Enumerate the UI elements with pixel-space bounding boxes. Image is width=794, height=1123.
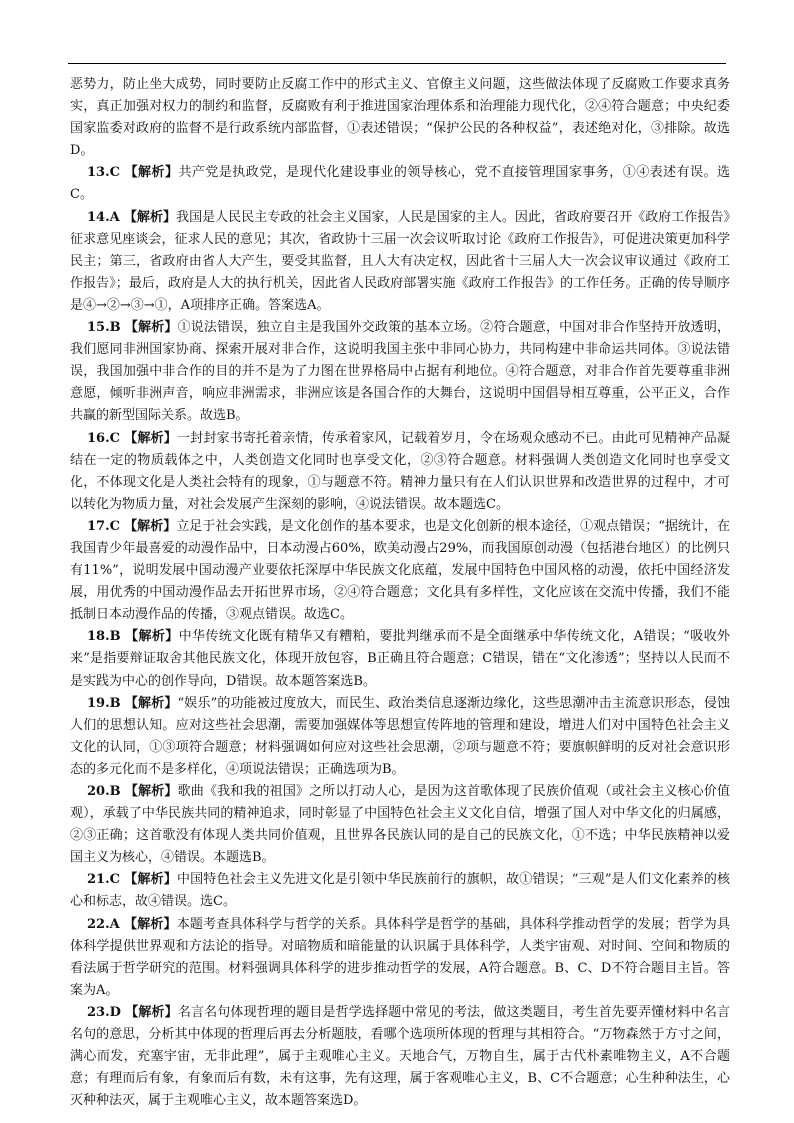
item-number: 18. xyxy=(87,629,110,645)
item-answer: B xyxy=(109,784,121,799)
item-answer: C xyxy=(109,165,120,181)
item-text: 名言名句体现哲理的题目是哲学选择题中常见的考法，做这类题目，考生首先要弄懂材料中名言名句的意思，分析其中体现的哲理后再去分析题肢，看哪个选项所体现的哲理与其相符合。“万物森然于方寸之间，满心而发，充塞宇宙，无非此理”，属于主观唯心主义。天地合气，万物自生，属于古代朴素唯物主义，A不合题意；有理而后有象，有象而后有数，未有这事，先有这理，属于客观唯心主义，B、C不合题意；心生种种法生，心灭种种法灭，属于主观唯心主义，故本题答案选D。 xyxy=(70,1004,730,1109)
item-answer: C xyxy=(109,430,120,446)
item-text: 本题考查具体科学与哲学的关系。具体科学是哲学的基础，具体科学推动哲学的发展；哲学为具体科学提供世界观和方法论的指导。对暗物质和暗能量的认识属于具体科学，人类宇宙观、对时间、空间和物质的看法属于哲学研究的范围。材料强调具体科学的进步推动哲学的发展，A符合题意。B、C、D不符合题目主旨。答案为A。 xyxy=(70,916,730,998)
item-text: “娱乐”的功能被过度放大，而民生、政治类信息逐渐边缘化，这些思潮冲击主流意识形态，侵蚀人们的思想认知。应对这些社会思潮，需要加强媒体等思想宣传阵地的管理和建设，增进人们对中国特色社会主义文化的认同，①③项符合题意；材料强调如何应对这些社会思潮，②项与题意不符；要旗帜鲜明的反对社会意识形态的多元化而不是多样化，④项说法错误；正确选项为B。 xyxy=(70,695,730,777)
item-19 xyxy=(70,693,730,781)
analysis-tag: 【解析】 xyxy=(124,430,177,446)
analysis-tag: 【解析】 xyxy=(125,1004,178,1020)
item-23 xyxy=(70,1002,730,1112)
item-number: 19. xyxy=(87,695,110,711)
item-20 xyxy=(70,781,730,869)
header-rule xyxy=(68,63,726,64)
item-18 xyxy=(70,626,730,692)
item-answer: C xyxy=(109,872,120,888)
analysis-tag: 【解析】 xyxy=(125,629,179,645)
item-number: 21. xyxy=(87,872,110,888)
item-number: 17. xyxy=(87,518,110,534)
item-22 xyxy=(70,914,730,1002)
item-number: 15. xyxy=(87,320,110,336)
analysis-tag: 【解析】 xyxy=(124,518,177,534)
item-text: ①说法错误，独立自主是我国外交政策的基本立场。②符合题意，中国对非合作坚持开放透明，我们愿同非洲国家协商、探索开展对非合作，这说明我国主张中非同心协力，共同构建中非命运共同体。③说法错误，我国加强中非合作的目的并不是为了力图在世界格局中占据有利地位。④符合题意，对非合作首先要尊重非洲意愿，倾听非洲声音，响应非洲需求，非洲应该是各国合作的大舞台，这说明中国倡导相互尊重，公平正义，合作共赢的新型国际关系。故选B。 xyxy=(70,320,730,424)
item-text: 我国是人民民主专政的社会主义国家，人民是国家的主人。因此，省政府要召开《政府工作报告》征求意见座谈会，征求人民的意见；其次，省政协十三届一次会议听取讨论《政府工作报告》，可促进决策更加科学民主；第三，省政府由省人大产生，要受其监督，且人大有决定权，因此省十三届人大一次会议审议通过《政府工作报告》；最后，政府是人大的执行机关，因此省人民政府部署实施《政府工作报告》的工作任务。正确的传导顺序是④→②→③→①，A项排序正确。答案选A。 xyxy=(70,209,730,313)
item-answer: B xyxy=(109,320,121,336)
item-number: 14. xyxy=(87,209,110,225)
item-number: 23. xyxy=(87,1004,110,1020)
analysis-tag: 【解析】 xyxy=(124,872,177,888)
item-answer: B xyxy=(109,695,121,711)
item-answer: A xyxy=(109,209,120,225)
item-text: 共产党是执政党，是现代化建设事业的领导核心，党不直接管理国家事务，①④表述有误。选C。 xyxy=(70,165,730,203)
item-text: 歌曲《我和我的祖国》之所以打动人心，是因为这首歌体现了民族价值观（或社会主义核心价值观），承载了中华民族共同的精神追求，同时彰显了中国特色社会主义文化自信，增强了国人对中华文化的归属感，②③正确；这首歌没有体现人类共同价值观，且世界各民族认同的是自己的民族文化，①不选；中华民族精神以爱国主义为核心，④错误。本题选B。 xyxy=(70,784,730,866)
analysis-tag: 【解析】 xyxy=(124,784,178,799)
analysis-tag: 【解析】 xyxy=(123,209,177,225)
item-number: 16. xyxy=(87,430,110,446)
analysis-tag: 【解析】 xyxy=(124,320,178,336)
intro-paragraph: 恶势力，防止坐大成势，同时要防止反腐工作中的形式主义、官僚主义问题，这些做法体现了反腐败工作要求真务实，真正加强对权力的制约和监督，反腐败有利于推进国家治理体系和治理能力现代化，②④符合题意；中央纪委国家监委对政府的监督不是行政系统内部监督，①表述错误；“保护公民的各种权益”，表述绝对化，③排除。故选D。 xyxy=(70,77,730,159)
answer-explanations xyxy=(70,74,730,1112)
item-text: 中华传统文化既有精华又有糟粕，要批判继承而不是全面继承中华传统文化，A错误；“吸收外来”是指要辩证取舍其他民族文化，体现开放包容，B正确且符合题意；C错误，错在“文化渗透”；坚持以人民而不是实践为中心的创作导向，D错误。故本题答案选B。 xyxy=(70,629,730,689)
item-text: 一封封家书寄托着亲情，传承着家风，记载着岁月，令在场观众感动不已。由此可见精神产品凝结在一定的物质载体之中，人类创造文化同时也享受文化，②③符合题意。材料强调人类创造文化同时也享受文化，不体现文化是人类社会特有的现象，①与题意不符。精神力量只有在人们认识世界和改造世界的过程中，才可以转化为物质力量，对社会发展产生深刻的影响，④说法错误。故本题选C。 xyxy=(70,430,730,512)
item-21 xyxy=(70,869,730,913)
item-number: 20. xyxy=(87,784,110,799)
item-text: 中国特色社会主义先进文化是引领中华民族前行的旗帜，故①错误；“三观”是人们文化素养的核心和标志，故④错误。选C。 xyxy=(70,872,730,910)
item-text: 立足于社会实践，是文化创作的基本要求，也是文化创新的根本途径，①观点错误；“据统计，在我国青少年最喜爱的动漫作品中，日本动漫占60%，欧美动漫占29%，而我国原创动漫（包括港台地区）的比例只有11%”，说明发展中国动漫产业要依托深厚中华民族文化底蕴，发展中国特色中国风格的动漫，依托中国经济发展，用优秀的中国动漫作品去开拓世界市场，②④符合题意；文化具有多样性，文化应该在交流中传播，我们不能抵制日本动漫作品的传播，③观点错误。故选C。 xyxy=(70,518,730,623)
analysis-tag: 【解析】 xyxy=(124,695,178,711)
item-answer: A xyxy=(109,916,120,932)
analysis-tag: 【解析】 xyxy=(124,916,177,932)
item-14 xyxy=(70,207,730,317)
item-number: 13. xyxy=(87,165,110,181)
item-13 xyxy=(70,162,730,206)
item-17 xyxy=(70,516,730,626)
item-answer: D xyxy=(109,1004,121,1020)
item-16 xyxy=(70,428,730,516)
item-number: 22. xyxy=(87,916,110,932)
item-answer: B xyxy=(109,629,121,645)
analysis-tag: 【解析】 xyxy=(124,165,179,181)
item-15 xyxy=(70,317,730,427)
item-answer: C xyxy=(109,518,120,534)
